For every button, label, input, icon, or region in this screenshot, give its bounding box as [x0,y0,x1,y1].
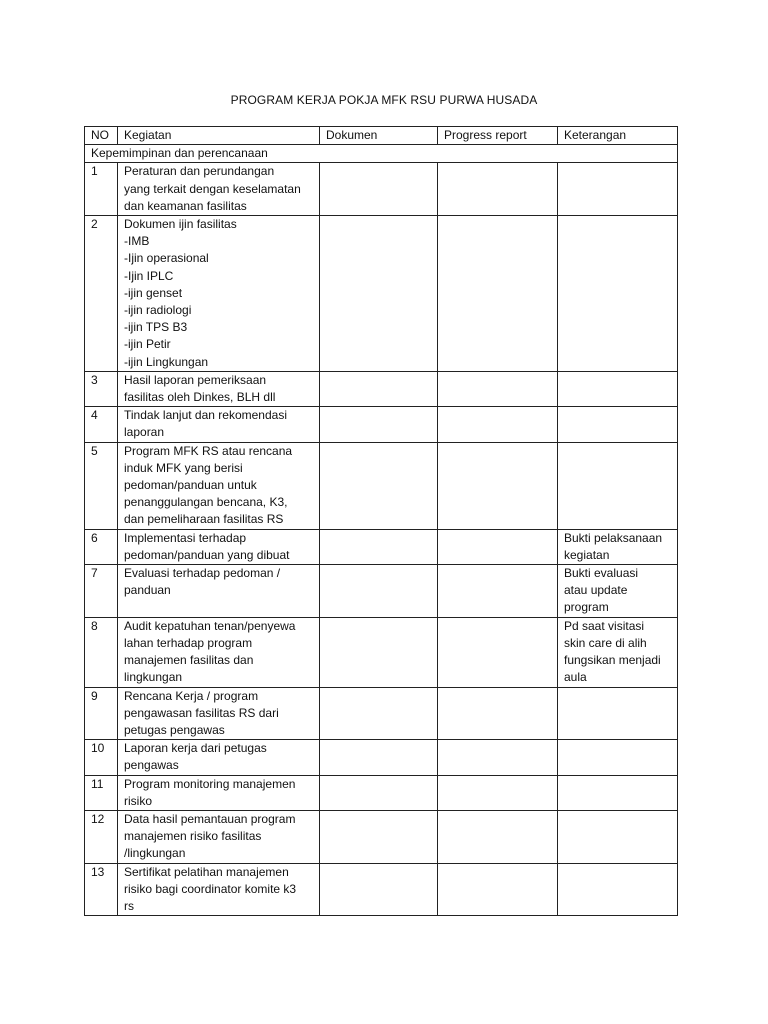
keterangan-line: skin care di alih [564,635,647,650]
kegiatan-line: pengawasan fasilitas RS dari [124,705,279,720]
kegiatan-line: Audit kepatuhan tenan/penyewa [124,618,296,633]
header-kegiatan: Kegiatan [118,127,320,145]
keterangan-cell [558,442,678,529]
kegiatan-line: Evaluasi terhadap pedoman / [124,566,281,581]
kegiatan-line: petugas pengawas [124,722,225,737]
table-row [85,687,678,740]
table-row [85,565,678,618]
progress-report-cell [438,442,558,529]
kegiatan-line: Hasil laporan pemeriksaan [124,372,267,387]
kegiatan-line: Data hasil pemantauan program [124,811,296,826]
kegiatan-line: -ijin Petir [124,337,171,352]
keterangan-cell [558,371,678,406]
kegiatan-line: -ijin TPS B3 [124,320,188,335]
dokumen-cell [320,687,438,740]
kegiatan-line: -ijin Lingkungan [124,354,209,369]
kegiatan-cell [118,529,320,564]
kegiatan-cell [118,863,320,916]
kegiatan-cell [118,810,320,863]
row-number: 3 [85,371,118,406]
keterangan-line: Pd saat visitasi [564,618,645,633]
kegiatan-line: rs [124,898,134,913]
kegiatan-line: dan pemeliharaan fasilitas RS [124,512,284,527]
kegiatan-line: -Ijin operasional [124,251,209,266]
progress-report-cell [438,565,558,618]
table-row [85,442,678,529]
kegiatan-line: fasilitas oleh Dinkes, BLH dll [124,390,276,405]
dokumen-cell [320,216,438,372]
table-body [85,145,678,916]
section-row [85,145,678,163]
kegiatan-line: induk MFK yang berisi [124,460,243,475]
kegiatan-line: lingkungan [124,670,183,685]
keterangan-cell [558,565,678,618]
keterangan-cell [558,617,678,687]
table-row [85,216,678,372]
table-row [85,163,678,216]
progress-report-cell [438,775,558,810]
keterangan-line: program [564,600,609,615]
kegiatan-line: Program MFK RS atau rencana [124,443,293,458]
kegiatan-line: Dokumen ijin fasilitas [124,217,237,232]
keterangan-line: atau update [564,583,628,598]
table-row [85,863,678,916]
kegiatan-cell [118,216,320,372]
kegiatan-line: -ijin radiologi [124,303,192,318]
header-keterangan: Keterangan [558,127,678,145]
kegiatan-line: pedoman/panduan yang dibuat [124,547,290,562]
kegiatan-cell [118,617,320,687]
keterangan-line: Bukti pelaksanaan [564,530,663,545]
kegiatan-line: Implementasi terhadap [124,530,247,545]
keterangan-cell [558,529,678,564]
progress-report-cell [438,529,558,564]
kegiatan-cell [118,163,320,216]
keterangan-cell [558,687,678,740]
kegiatan-line: risiko bagi coordinator komite k3 [124,881,297,896]
kegiatan-line: manajemen fasilitas dan [124,653,254,668]
keterangan-cell [558,163,678,216]
program-table [84,126,678,916]
kegiatan-cell [118,740,320,775]
header-no: NO [85,127,118,145]
row-number: 11 [85,775,118,810]
section-label: Kepemimpinan dan perencanaan [85,145,678,163]
kegiatan-line: panduan [124,583,171,598]
kegiatan-line: laporan [124,425,165,440]
kegiatan-cell [118,565,320,618]
kegiatan-line: Tindak lanjut dan rekomendasi [124,408,287,423]
row-number: 12 [85,810,118,863]
row-number: 5 [85,442,118,529]
kegiatan-line: yang terkait dengan keselamatan [124,181,301,196]
kegiatan-line: -ijin genset [124,285,183,300]
kegiatan-line: Peraturan dan perundangan [124,164,275,179]
dokumen-cell [320,442,438,529]
dokumen-cell [320,529,438,564]
progress-report-cell [438,687,558,740]
table-row [85,740,678,775]
header-dokumen: Dokumen [320,127,438,145]
kegiatan-line: Sertifikat pelatihan manajemen [124,864,289,879]
row-number: 13 [85,863,118,916]
dokumen-cell [320,371,438,406]
row-number: 4 [85,407,118,442]
table-row [85,407,678,442]
header-progress-report: Progress report [438,127,558,145]
progress-report-cell [438,407,558,442]
kegiatan-cell [118,371,320,406]
keterangan-cell [558,775,678,810]
table-row [85,371,678,406]
progress-report-cell [438,216,558,372]
kegiatan-cell [118,687,320,740]
row-number: 7 [85,565,118,618]
dokumen-cell [320,163,438,216]
row-number: 9 [85,687,118,740]
kegiatan-cell [118,775,320,810]
kegiatan-line: Rencana Kerja / program [124,688,259,703]
kegiatan-line: lahan terhadap program [124,635,253,650]
table-row [85,617,678,687]
kegiatan-line: /lingkungan [124,846,186,861]
keterangan-cell [558,740,678,775]
progress-report-cell [438,163,558,216]
progress-report-cell [438,810,558,863]
progress-report-cell [438,371,558,406]
dokumen-cell [320,775,438,810]
dokumen-cell [320,740,438,775]
keterangan-cell [558,810,678,863]
keterangan-line: aula [564,670,587,685]
kegiatan-line: penanggulangan bencana, K3, [124,495,288,510]
keterangan-cell [558,863,678,916]
dokumen-cell [320,863,438,916]
dokumen-cell [320,617,438,687]
kegiatan-line: risiko [124,793,153,808]
keterangan-cell [558,216,678,372]
row-number: 2 [85,216,118,372]
row-number: 8 [85,617,118,687]
kegiatan-line: pengawas [124,758,179,773]
row-number: 6 [85,529,118,564]
row-number: 1 [85,163,118,216]
kegiatan-line: -Ijin IPLC [124,268,174,283]
dokumen-cell [320,810,438,863]
table-header-row [85,127,678,145]
table-row [85,810,678,863]
table-row [85,529,678,564]
table-row [85,775,678,810]
keterangan-cell [558,407,678,442]
kegiatan-cell [118,407,320,442]
dokumen-cell [320,565,438,618]
row-number: 10 [85,740,118,775]
keterangan-line: kegiatan [564,547,610,562]
kegiatan-line: Program monitoring manajemen [124,776,296,791]
kegiatan-line: pedoman/panduan untuk [124,478,257,493]
kegiatan-line: manajemen risiko fasilitas [124,829,262,844]
progress-report-cell [438,740,558,775]
progress-report-cell [438,617,558,687]
kegiatan-line: Laporan kerja dari petugas [124,741,267,756]
kegiatan-line: dan keamanan fasilitas [124,198,247,213]
dokumen-cell [320,407,438,442]
document-title: PROGRAM KERJA POKJA MFK RSU PURWA HUSADA [230,93,538,107]
keterangan-line: fungsikan menjadi [564,653,661,668]
keterangan-line: Bukti evaluasi [564,566,639,581]
kegiatan-line: -IMB [124,234,150,249]
progress-report-cell [438,863,558,916]
kegiatan-cell [118,442,320,529]
